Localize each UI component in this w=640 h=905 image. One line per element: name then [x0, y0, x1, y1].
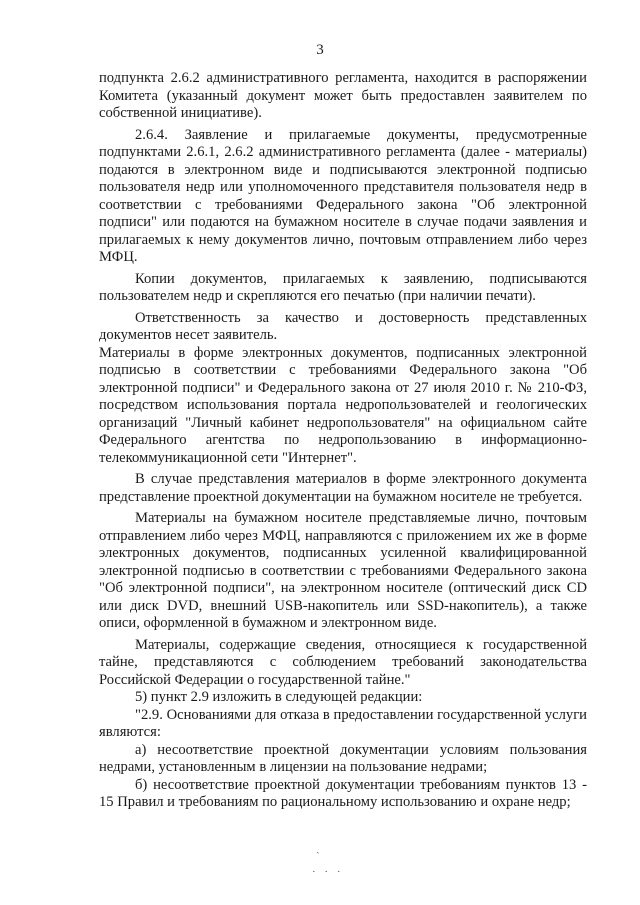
scan-speck: · · ·	[312, 866, 344, 878]
paragraph-5: Материалы в форме электронных документов, подписанных электронной подписью в соответствии с требованиями Федерального закона "Об электронной подписи" и Федерального закона от 27 июля 2010 г. № 210-ФЗ, посредством использования портала недропользователей и геологических организаций "Личный кабинет недропользователя" на официальном сайте Федерального агентства по недропользованию в информационно-телекоммуникационной сети "Интернет".	[99, 344, 587, 466]
paragraph-1: подпункта 2.6.2 административного регламента, находится в распоряжении Комитета (указанный документ может быть предоставлен заявителем по собственной инициативе).	[99, 70, 587, 121]
paragraph-12: б) несоответствие проектной документации требованиям пунктов 13 - 15 Правил и требованиям по рациональному использованию и охране недр;	[99, 776, 587, 810]
paragraph-7: Материалы на бумажном носителе представляемые лично, почтовым отправлением либо через МФЦ, направляются с приложением их же в форме электронных документов, подписанных усиленной квалифицированной электронной подписью в соответствии с требованиями Федерального закона "Об электронной подписи", на электронном носителе (оптический диск CD или диск DVD, внешний USB-накопитель или SSD-накопитель), а также описи, оформленной в бумажном и электронном виде.	[99, 510, 587, 631]
paragraph-9: 5) пункт 2.9 изложить в следующей редакции:	[135, 689, 423, 705]
document-body	[99, 70, 587, 812]
paragraph-6: В случае представления материалов в форме электронного документа представление проектной документации на бумажном носителе не требуется.	[99, 471, 587, 505]
paragraph-2: 2.6.4. Заявление и прилагаемые документы, предусмотренные подпунктами 2.6.1, 2.6.2 административного регламента (далее - материалы) подаются в электронном виде и подписываются электронной подписью пользователя недр или уполномоченного представителя пользователя недр в соответствии с требованиями Федерального закона "Об электронной подписи" или подаются на бумажном носителе в случае подачи заявления и прилагаемых к нему документов лично, почтовым отправлением либо через МФЦ.	[99, 126, 587, 265]
paragraph-3: Копии документов, прилагаемых к заявлению, подписываются пользователем недр и скрепляются его печатью (при наличии печати).	[99, 270, 587, 304]
page-number: 3	[316, 42, 324, 58]
paragraph-10: "2.9. Основаниями для отказа в предоставлении государственной услуги являются:	[99, 706, 587, 740]
paragraph-4: Ответственность за качество и достоверность представленных документов несет заявитель.	[99, 309, 587, 343]
scan-speck: ˎ	[316, 842, 320, 854]
paragraph-11: а) несоответствие проектной документации условиям пользования недрами, установленным в лицензии на пользование недрами;	[99, 741, 587, 775]
paragraph-8: Материалы, содержащие сведения, относящиеся к государственной тайне, представляются с соблюдением требований законодательства Российской Федерации о государственной тайне."	[99, 636, 587, 688]
